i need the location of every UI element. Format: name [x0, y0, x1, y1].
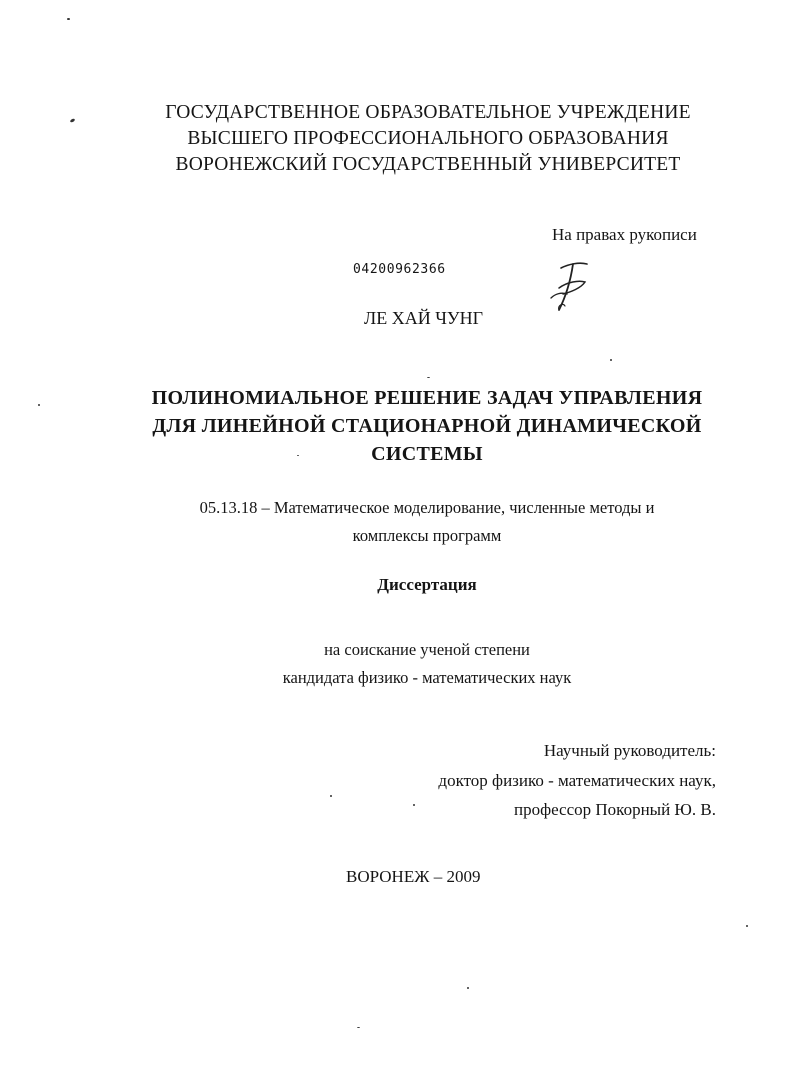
- institution-line-3: ВОРОНЕЖСКИЙ ГОСУДАРСТВЕННЫЙ УНИВЕРСИТЕТ: [175, 154, 681, 175]
- scan-speck: [467, 987, 469, 989]
- scan-speck: [38, 404, 40, 406]
- scan-speck: [330, 795, 332, 797]
- document-type: Диссертация: [377, 575, 477, 594]
- title-line-2: ДЛЯ ЛИНЕЙНОЙ СТАЦИОНАРНОЙ ДИНАМИЧЕСКОЙ: [152, 415, 702, 437]
- catalog-number: 04200962366: [353, 262, 446, 277]
- scan-speck: [67, 18, 70, 20]
- scan-speck: [427, 377, 430, 378]
- scan-speck: [610, 359, 612, 361]
- dissertation-title: [0, 384, 794, 468]
- supervisor-name: профессор Покорный Ю. В.: [513, 800, 716, 819]
- scan-speck: [357, 1027, 360, 1028]
- scan-speck: [297, 455, 299, 456]
- handwritten-signature: [545, 258, 597, 316]
- author-name: ЛЕ ХАЙ ЧУНГ: [364, 308, 484, 328]
- degree-statement: [0, 636, 794, 692]
- institution-line-1: ГОСУДАРСТВЕННОЕ ОБРАЗОВАТЕЛЬНОЕ УЧРЕЖДЕНИЕ: [165, 102, 691, 123]
- title-line-3: СИСТЕМЫ: [371, 443, 483, 465]
- rights-note: На правах рукописи: [552, 225, 697, 244]
- institution-line-2: ВЫСШЕГО ПРОФЕССИОНАЛЬНОГО ОБРАЗОВАНИЯ: [187, 128, 669, 149]
- supervisor-degree: доктор физико - математических наук,: [438, 770, 716, 790]
- title-line-1: ПОЛИНОМИАЛЬНОЕ РЕШЕНИЕ ЗАДАЧ УПРАВЛЕНИЯ: [151, 387, 703, 409]
- institution-header: [0, 100, 794, 178]
- city-year: ВОРОНЕЖ – 2009: [346, 867, 481, 886]
- scan-speck: [746, 925, 748, 927]
- specialty-line-1: 05.13.18 – Математическое моделирование, численные методы и: [199, 498, 655, 517]
- degree-line-1: на соискание ученой степени: [324, 640, 530, 659]
- degree-line-2: кандидата физико - математических наук: [282, 668, 572, 687]
- specialty-code: [0, 494, 794, 550]
- supervisor-label: Научный руководитель:: [543, 741, 716, 760]
- supervisor-block: [438, 736, 716, 825]
- scan-speck: [413, 804, 415, 806]
- specialty-line-2: комплексы программ: [352, 526, 502, 545]
